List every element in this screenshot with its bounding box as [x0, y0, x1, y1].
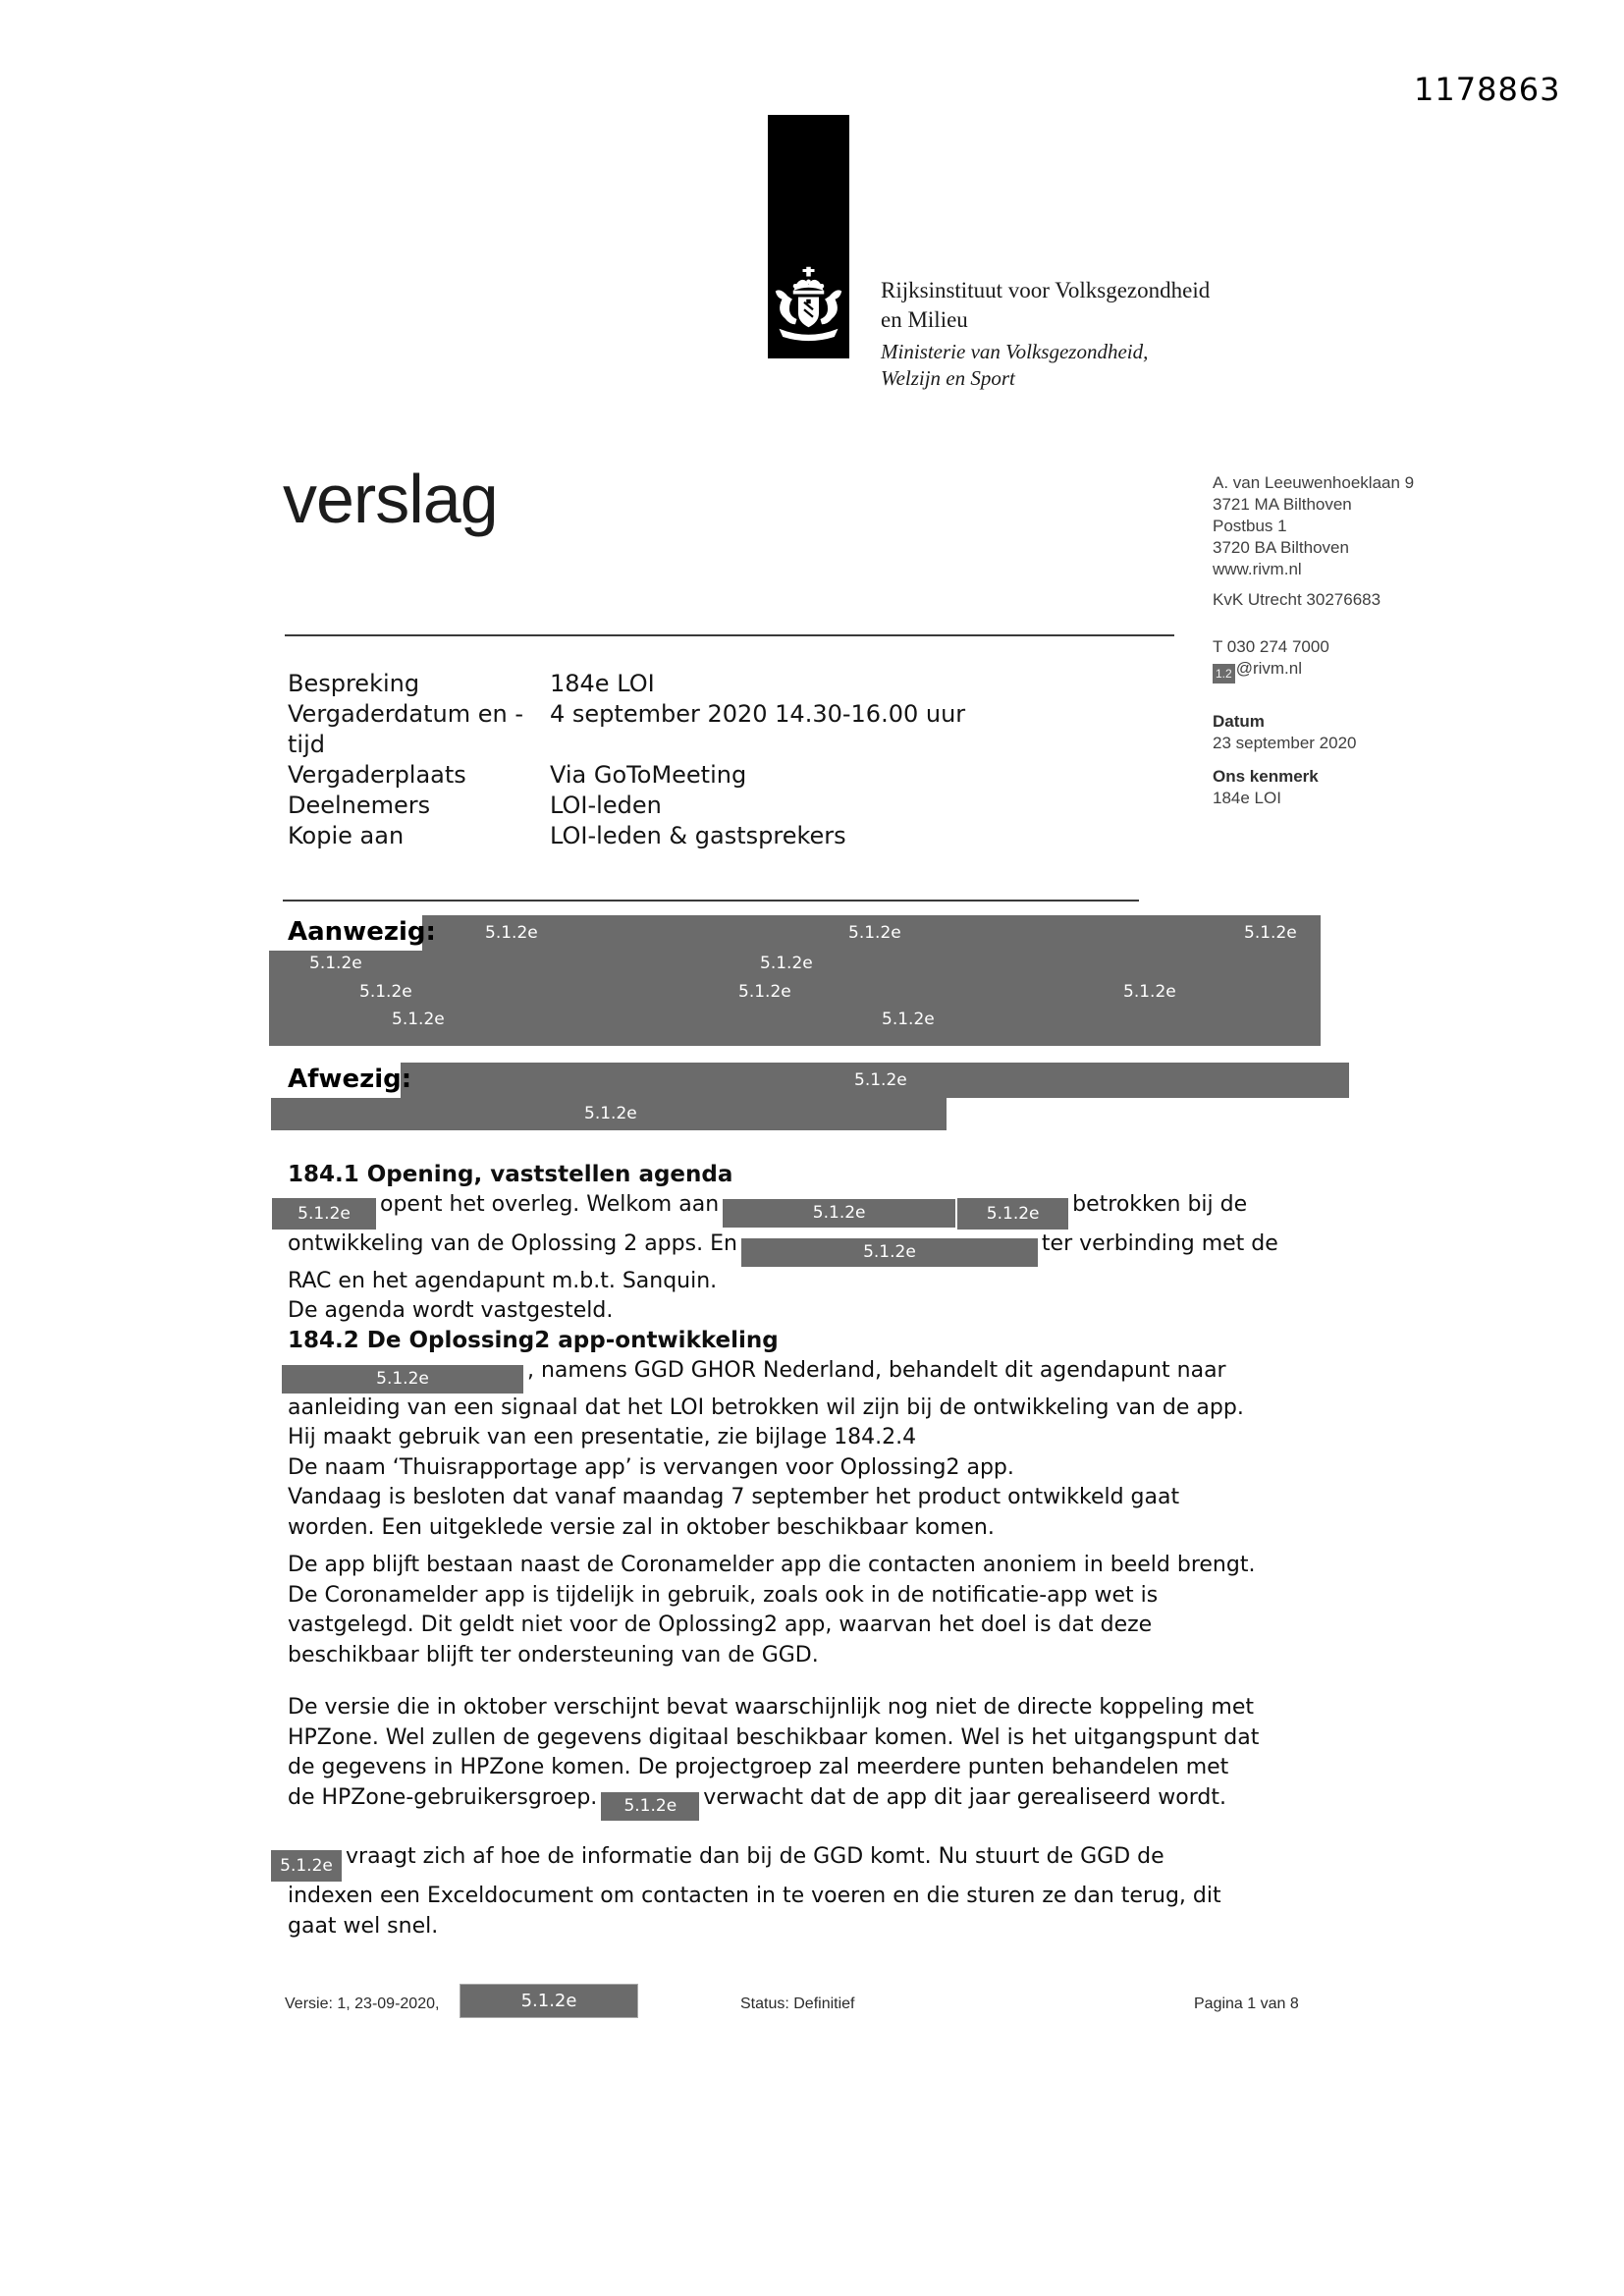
paragraph — [280, 1842, 1387, 1941]
meeting-row-value: 4 september 2020 14.30-16.00 uur — [550, 700, 966, 728]
redaction-box: 1.2 — [1213, 664, 1235, 683]
rivm-logo-text — [881, 276, 1210, 392]
rivm-logo-bar — [768, 115, 849, 358]
kenmerk-value: 184e LOI — [1213, 789, 1281, 807]
body-line: De agenda wordt vastgesteld. — [288, 1298, 614, 1324]
redaction-label: 5.1.2e — [738, 982, 791, 1002]
footer-page-number: Pagina 1 van 8 — [1194, 1995, 1299, 2012]
datum-label: Datum — [1213, 712, 1265, 731]
redaction-label: 5.1.2e — [309, 954, 362, 973]
document-number: 1178863 — [1414, 71, 1561, 108]
body-line: De naam ‘Thuisrapportage app’ is vervangen voor Oplossing2 app. — [288, 1454, 1014, 1480]
rivm-url: www.rivm.nl — [1213, 560, 1302, 578]
body-line: Hij maakt gebruik van een presentatie, zie bijlage 184.2.4 — [288, 1425, 917, 1450]
redaction-label: 5.1.2e — [1123, 982, 1176, 1002]
body-text: opent het overleg. Welkom aan — [380, 1191, 720, 1217]
redaction-label: 5.1.2e — [1244, 923, 1297, 943]
body-line: indexen een Exceldocument om contacten in te voeren en die sturen ze dan terug, dit — [288, 1884, 1221, 1908]
address-line: A. van Leeuwenhoeklaan 9 — [1213, 473, 1415, 492]
body-line: beschikbaar blijft ter ondersteuning van de GGD. — [288, 1642, 819, 1667]
body-text: de HPZone-gebruikersgroep. — [288, 1784, 598, 1810]
redaction-box: 5.1.2e — [460, 1984, 638, 2018]
meeting-row-label: Vergaderplaats — [288, 761, 466, 789]
meeting-row — [288, 791, 965, 821]
redaction-box: 5.1.2e — [601, 1792, 699, 1821]
body-text: verwacht dat de app dit jaar gerealiseerd wordt. — [703, 1784, 1226, 1810]
body-text: , namens GGD GHOR Nederland, behandelt dit agendapunt naar — [527, 1357, 1226, 1383]
redaction-box: 5.1.2e — [957, 1198, 1068, 1230]
meeting-row-label: tijd — [288, 731, 325, 758]
meeting-details — [288, 669, 965, 851]
redaction-label: 5.1.2e — [848, 923, 901, 943]
redaction-label: 5.1.2e — [882, 1010, 935, 1029]
section-184-2 — [288, 1326, 1387, 1544]
meeting-row — [288, 821, 965, 851]
meeting-row — [288, 730, 965, 760]
meeting-row — [288, 669, 965, 699]
meeting-row-label: Vergaderdatum en - — [288, 700, 523, 728]
body-line — [288, 1356, 1387, 1394]
address-line: 3720 BA Bilthoven — [1213, 538, 1349, 557]
section-heading: 184.1 Opening, vaststellen agenda — [288, 1162, 733, 1187]
divider-attendance — [283, 900, 1139, 902]
body-line: de gegevens in HPZone komen. De projectgroep zal meerdere punten behandelen met — [288, 1755, 1229, 1780]
contact-block — [1213, 472, 1438, 809]
divider-top — [285, 634, 1174, 636]
afwezig-label: Afwezig: — [288, 1065, 412, 1094]
email-suffix: @rivm.nl — [1235, 659, 1302, 678]
redaction-label: 5.1.2e — [760, 954, 813, 973]
body-line: De app blijft bestaan naast de Coronamelder app die contacten anoniem in beeld brengt. — [288, 1553, 1256, 1577]
redaction-box: 5.1.2e — [723, 1199, 955, 1228]
phone-number: T 030 274 7000 — [1213, 637, 1329, 656]
address-line: Postbus 1 — [1213, 517, 1287, 535]
redaction-label: 5.1.2e — [854, 1070, 907, 1090]
meeting-row-label: Bespreking — [288, 670, 420, 697]
ministry-name-line1: Ministerie van Volksgezondheid, — [881, 340, 1149, 363]
footer-status: Status: Definitief — [740, 1995, 855, 2012]
ministry-name-line2: Welzijn en Sport — [881, 366, 1015, 390]
paragraph — [288, 1551, 1387, 1670]
body-line: RAC en het agendapunt m.b.t. Sanquin. — [288, 1268, 718, 1293]
kenmerk-label: Ons kenmerk — [1213, 767, 1319, 786]
body-line — [288, 1190, 1387, 1230]
meeting-row-value: LOI-leden — [550, 792, 662, 819]
meeting-row-value: LOI-leden & gastsprekers — [550, 822, 846, 849]
body-line: worden. Een uitgeklede versie zal in oktober beschikbaar komen. — [288, 1514, 995, 1540]
body-text: ter verbinding met de — [1041, 1230, 1278, 1256]
email-line — [1213, 658, 1438, 683]
body-text: vraagt zich af hoe de informatie dan bij de GGD komt. Nu stuurt de GGD de — [346, 1844, 1164, 1869]
body-line: Vandaag is besloten dat vanaf maandag 7 september het product ontwikkeld gaat — [288, 1485, 1180, 1510]
body-line: De versie die in oktober verschijnt bevat waarschijnlijk nog niet de directe koppeling met — [288, 1695, 1254, 1720]
meeting-row — [288, 699, 965, 730]
kvk-number: KvK Utrecht 30276683 — [1213, 590, 1381, 609]
body-line — [288, 1783, 1387, 1821]
redaction-label: 5.1.2e — [392, 1010, 445, 1029]
section-heading: 184.2 De Oplossing2 app-ontwikkeling — [288, 1328, 779, 1353]
body-text: ontwikkeling van de Oplossing 2 apps. En — [288, 1230, 737, 1256]
body-line: aanleiding van een signaal dat het LOI betrokken wil zijn bij de ontwikkeling van de app. — [288, 1394, 1244, 1420]
redaction-box: 5.1.2e — [741, 1238, 1038, 1267]
org-name-line2: en Milieu — [881, 307, 968, 332]
body-line: De Coronamelder app is tijdelijk in gebruik, zoals ook in de notificatie-app wet is — [288, 1582, 1159, 1608]
redaction-label: 5.1.2e — [485, 923, 538, 943]
redaction-box: 5.1.2e — [282, 1365, 523, 1394]
meeting-row-label: Kopie aan — [288, 822, 405, 849]
org-name-line1: Rijksinstituut voor Volksgezondheid — [881, 278, 1211, 302]
meeting-row-label: Deelnemers — [288, 792, 431, 819]
address-line: 3721 MA Bilthoven — [1213, 495, 1352, 514]
meeting-row-value: 184e LOI — [550, 670, 655, 697]
body-line — [288, 1230, 1387, 1267]
meeting-row-value: Via GoToMeeting — [550, 761, 747, 789]
footer-version: Versie: 1, 23-09-2020, — [285, 1995, 440, 2012]
datum-value: 23 september 2020 — [1213, 734, 1357, 752]
meeting-row — [288, 760, 965, 791]
body-line: gaat wel snel. — [288, 1913, 439, 1939]
body-line: vastgelegd. Dit geldt niet voor de Oplossing2 app, waarvan het doel is dat deze — [288, 1613, 1153, 1638]
redaction-label: 5.1.2e — [584, 1104, 637, 1123]
redaction-box: 5.1.2e — [272, 1198, 376, 1230]
page-title: verslag — [283, 461, 498, 537]
section-184-1 — [288, 1160, 1387, 1327]
body-line — [280, 1842, 1387, 1882]
redaction-label: 5.1.2e — [359, 982, 412, 1002]
aanwezig-label: Aanwezig: — [288, 917, 436, 947]
paragraph — [288, 1693, 1387, 1821]
rivm-coat-of-arms-icon — [772, 264, 845, 351]
body-text: betrokken bij de — [1072, 1191, 1248, 1217]
body-line: HPZone. Wel zullen de gegevens digitaal beschikbaar komen. Wel is het uitgangspunt dat — [288, 1724, 1260, 1750]
redaction-box: 5.1.2e — [271, 1850, 342, 1882]
